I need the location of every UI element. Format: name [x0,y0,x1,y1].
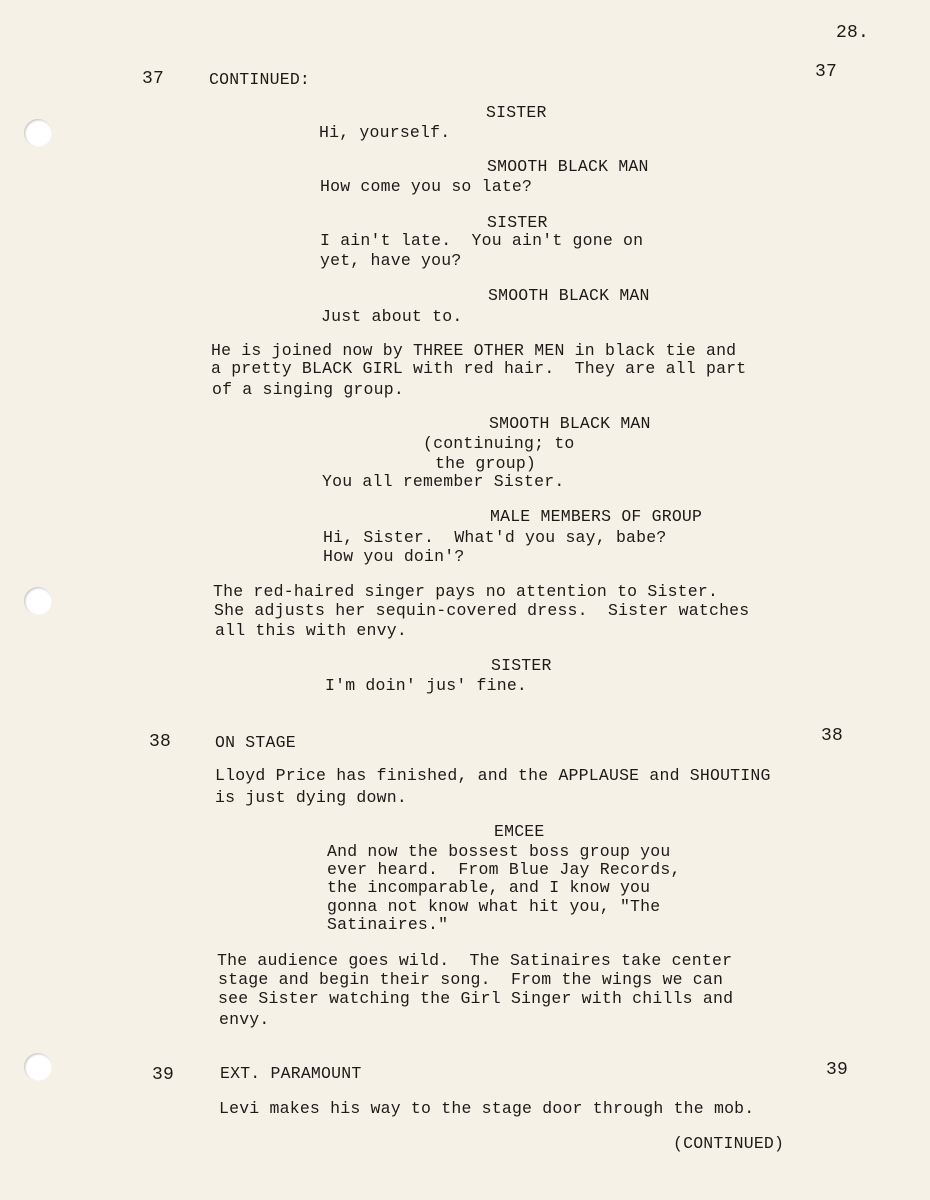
character-cue: MALE MEMBERS OF GROUP [490,507,703,526]
dialogue-line: yet, have you? [320,251,462,270]
dialogue-line: gonna not know what hit you, "The [327,897,661,916]
character-cue: SISTER [486,103,547,122]
character-cue: EMCEE [494,822,545,841]
dialogue-line: Hi, Sister. What'd you say, babe? [323,528,667,547]
page-number: 28. [836,23,870,43]
character-cue: SISTER [487,213,548,232]
dialogue-line: I ain't late. You ain't gone on [320,231,644,250]
action-line: of a singing group. [212,380,404,399]
binder-hole [24,119,52,147]
action-line: The audience goes wild. The Satinaires take center [217,951,733,970]
character-cue: SISTER [491,656,552,675]
scene-number-left: 38 [149,732,172,752]
character-cue: SMOOTH BLACK MAN [489,414,651,433]
action-line: She adjusts her sequin-covered dress. Sister watches [214,601,750,620]
continued-footer: (CONTINUED) [673,1134,785,1153]
action-line: Lloyd Price has finished, and the APPLAUSE and SHOUTING [215,766,771,785]
scene-heading: EXT. PARAMOUNT [220,1064,362,1083]
dialogue-line: I'm doin' jus' fine. [325,676,528,695]
action-line: stage and begin their song. From the wings we can [218,970,724,989]
parenthetical: (continuing; to [423,434,575,453]
binder-hole [24,587,52,615]
action-line: He is joined now by THREE OTHER MEN in black tie and [211,341,737,360]
scene-heading: CONTINUED: [209,70,311,89]
scene-heading: ON STAGE [215,733,296,752]
binder-hole [24,1053,52,1081]
dialogue-line: ever heard. From Blue Jay Records, [327,860,681,879]
action-line: a pretty BLACK GIRL with red hair. They are all part [211,359,747,378]
scene-number-left: 39 [152,1065,175,1085]
character-cue: SMOOTH BLACK MAN [488,286,650,305]
scene-number-left: 37 [142,69,165,89]
action-line: The red-haired singer pays no attention to Sister. [213,582,719,601]
scene-number-right: 39 [826,1060,849,1080]
character-cue: SMOOTH BLACK MAN [487,157,649,176]
dialogue-line: And now the bossest boss group you [327,842,671,861]
action-line: see Sister watching the Girl Singer with chills and [218,989,734,1008]
dialogue-line: the incomparable, and I know you [327,878,651,897]
parenthetical: the group) [435,454,537,473]
action-line: envy. [219,1010,270,1029]
action-line: is just dying down. [215,788,407,807]
dialogue-line: Hi, yourself. [319,123,451,142]
action-line: Levi makes his way to the stage door through the mob. [219,1099,755,1118]
dialogue-line: Satinaires." [327,915,449,934]
action-line: all this with envy. [215,621,407,640]
dialogue-line: Just about to. [321,307,463,326]
dialogue-line: You all remember Sister. [322,472,565,491]
dialogue-line: How come you so late? [320,177,533,196]
dialogue-line: How you doin'? [323,547,465,566]
scene-number-right: 37 [815,62,838,82]
scene-number-right: 38 [821,726,844,746]
